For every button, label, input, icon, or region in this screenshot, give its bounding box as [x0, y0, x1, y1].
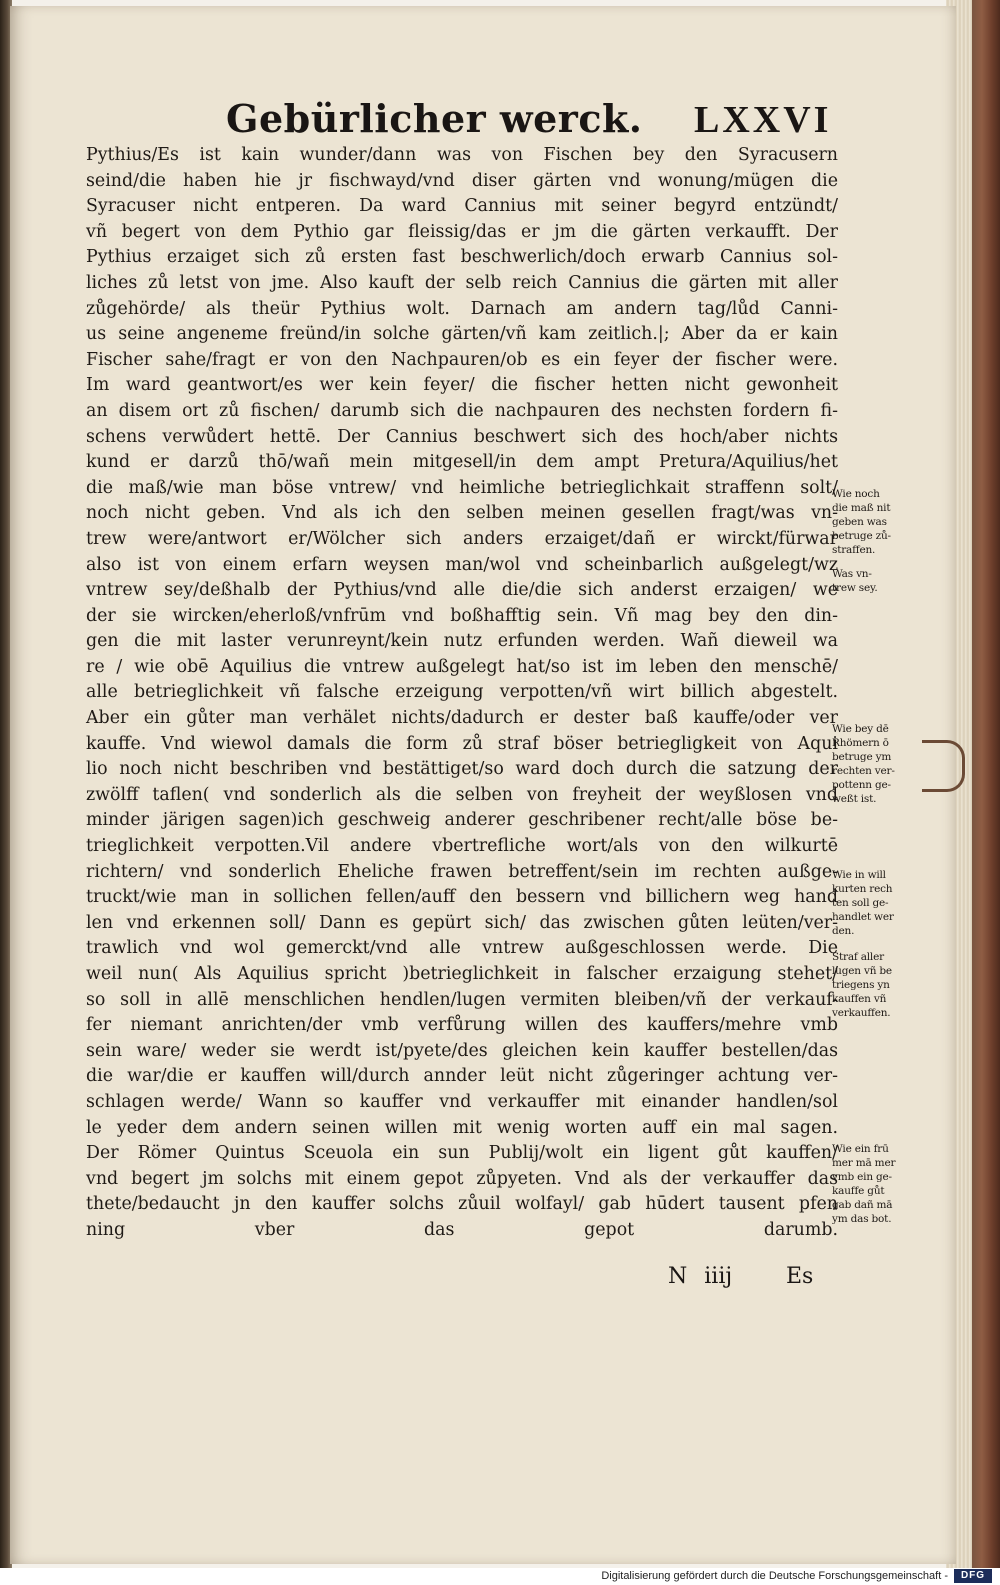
- text-line: die war/die er kauffen will/durch annder leüt nicht zůgeringer achtung ver-: [86, 1066, 838, 1087]
- margin-note-line: die maß nit: [832, 502, 891, 514]
- signature-mark: N iiij: [668, 1264, 733, 1289]
- text-line: sein ware/ weder sie werdt ist/pyete/des gleichen kein kauffer bestellen/das: [86, 1040, 838, 1061]
- text-line: schlagen werde/ Wann so kauffer vnd verkauffer mit einander handlen/sol: [86, 1091, 838, 1112]
- text-line: also ist von einem erfarn weysen man/wol vnd scheinbarlich außgelegt/wz: [86, 554, 838, 575]
- margin-note-line: Wie noch: [832, 488, 880, 500]
- text-line: schens verwůdert hettē. Der Cannius beschwert sich des hoch/aber nichts: [86, 426, 838, 447]
- folio-number: LXXVI: [694, 99, 832, 141]
- text-line: vñ begert von dem Pythio gar fleissig/das er jm die gärten verkaufft. Der: [86, 221, 838, 242]
- dfg-logo: DFG: [954, 1569, 992, 1583]
- text-line: us seine angeneme freünd/in solche gärten/vñ kam zeitlich.|; Aber da er kain: [86, 324, 838, 345]
- text-line: liches zů letst von jme. Also kauft der selb reich Cannius die gärten mit aller: [86, 272, 838, 293]
- margin-note: [832, 567, 926, 595]
- text-line: Aber ein gůter man verhälet nichts/dadurch er dester baß kauffe/oder ver: [86, 708, 838, 729]
- margin-note-line: straffen.: [832, 544, 876, 556]
- text-line: Pythius/Es ist kain wunder/dann was von Fischen bey den Syracusern: [86, 145, 838, 165]
- text-line: zůgehörde/ als theür Pythius wolt. Darnach am andern tag/lůd Canni-: [86, 298, 838, 319]
- margin-note-line: pottenn ge-: [832, 779, 891, 791]
- text-line: fer niemant anrichten/der vmb verfůrung willen des kauffers/mehre vmb: [86, 1015, 838, 1036]
- text-line: Syracuser nicht entperen. Da ward Cannius mit seiner begyrd entzündt/: [86, 196, 838, 217]
- text-line: minder järigen sagen)ich geschweig anderer geschribener recht/alle böse be-: [86, 810, 838, 831]
- margin-note-line: Rhömern ō: [832, 737, 889, 749]
- margin-note-line: mer mā mer: [832, 1157, 896, 1169]
- margin-note-line: kurten rech: [832, 883, 893, 895]
- margin-note: [832, 487, 926, 557]
- text-line: so soll in allē menschlichen hendlen/lugen vermiten bleiben/vñ der verkauf-: [86, 989, 838, 1010]
- margin-note-line: trew sey.: [832, 582, 878, 594]
- text-line: trew were/antwort er/Wölcher sich anders erzaiget/dañ er wirckt/fürwar: [86, 528, 838, 549]
- text-line: trawlich vnd wol gemerckt/vnd alle vntrew außgeschlossen werde. Die: [86, 938, 838, 959]
- text-line: len vnd erkennen soll/ Dann es gepürt sich/ das zwischen gůten leüten/ver-: [86, 912, 838, 933]
- text-line: noch nicht geben. Vnd als ich den selben meinen gesellen fragt/was vn-: [86, 503, 838, 524]
- text-line: Pythius erzaiget sich zů ersten fast beschwerlich/doch erwarb Cannius sol-: [86, 247, 838, 268]
- text-line: die maß/wie man böse vntrew/ vnd heimliche betrieglichkait straffenn solt/: [86, 477, 838, 498]
- margin-note-line: betruge zů-: [832, 530, 891, 542]
- margin-note-line: Was vn-: [832, 568, 872, 580]
- text-line: kauffe. Vnd wiewol damals die form zů straf böser betriegligkeit von Aqui: [86, 733, 838, 754]
- margin-note-line: vmb ein ge-: [832, 1171, 892, 1183]
- margin-note-line: triegens yn: [832, 979, 890, 991]
- text-line: lio noch nicht beschriben vnd bestättiget/so ward doch durch die satzung der: [86, 759, 838, 780]
- margin-note-line: Wie in will: [832, 869, 886, 881]
- book-binding: [972, 0, 1000, 1568]
- text-line: gen die mit laster verunreynt/kein nutz erfunden werden. Wañ dieweil wa: [86, 631, 838, 652]
- margin-note: [832, 722, 926, 806]
- text-line: ning vber das gepot darumb.: [86, 1219, 838, 1240]
- margin-note-line: kauffe gůt: [832, 1185, 885, 1197]
- margin-note-line: Straf aller: [832, 951, 884, 963]
- text-line: kund er darzů thō/wañ mein mitgesell/in dem ampt Pretura/Aquilius/het: [86, 452, 838, 473]
- text-line: der sie wircken/eherloß/vnfrūm vnd boßhafftig sein. Vñ mag bey den din-: [86, 605, 838, 626]
- margin-note-line: rechten ver-: [832, 765, 895, 777]
- margin-note-line: den.: [832, 925, 855, 937]
- text-line: zwölff taflen( vnd sonderlich als die selben von freyheit der weyßlosen vnd: [86, 784, 838, 805]
- margin-note-line: handlet wer: [832, 911, 894, 923]
- margin-note-line: ten soll ge-: [832, 897, 889, 909]
- margin-note-line: Wie ein frū: [832, 1143, 889, 1155]
- main-text-block: [86, 143, 838, 1244]
- margin-note-line: ym das bot.: [832, 1213, 892, 1225]
- text-line: weil nun( Als Aquilius spricht )betrieglichkeit in falscher erzaigung stehet/: [86, 964, 838, 984]
- text-line: re / wie obē Aquilius die vntrew außgelegt hat/so ist im leben den menschē/: [86, 656, 838, 677]
- text-line: an disem ort zů fischen/ darumb sich die nachpauren des nechsten fordern fi-: [86, 400, 838, 421]
- text-line: richtern/ vnd sonderlich Eheliche frawen betreffent/sein im rechten außge-: [86, 861, 838, 882]
- bookmark-ribbon: [922, 740, 965, 792]
- text-line: trieglichkeit verpotten.Vil andere vbertrefliche wort/als von den wilkurtē: [86, 836, 838, 857]
- text-line: thete/bedaucht jn den kauffer solchs zůuil wolfayl/ gab hūdert tausent pfen: [86, 1194, 838, 1215]
- text-line: truckt/wie man in sollichen fellen/auff den bessern vnd billichern weg hand: [86, 887, 838, 908]
- margin-note-line: kauffen vñ: [832, 993, 887, 1005]
- text-line: vntrew sey/deßhalb der Pythius/vnd alle die/die sich anderst erzaigen/ we: [86, 580, 838, 601]
- funding-credit: Digitalisierung gefördert durch die Deutsche Forschungsgemeinschaft -: [601, 1570, 948, 1582]
- running-title: Gebürlicher werck.: [226, 96, 643, 141]
- margin-note: [832, 950, 926, 1020]
- text-line: alle betrieglichkeit vñ falsche erzeigung verpotten/vñ wirt billich abgestelt.: [86, 682, 838, 703]
- text-line: vnd begert jm solchs mit einem gepot zůpyeten. Vnd als der verkauffer das: [86, 1168, 838, 1189]
- margin-note: [832, 868, 926, 938]
- text-line: Der Römer Quintus Sceuola ein sun Publij/wolt ein ligent gůt kauffen/: [86, 1143, 838, 1164]
- margin-note-line: gab dañ mā: [832, 1199, 893, 1211]
- text-line: seind/die haben hie jr fischwayd/vnd diser gärten vnd wonung/mügen die: [86, 170, 838, 191]
- catchword: Es: [786, 1264, 814, 1289]
- margin-note: [832, 1142, 926, 1226]
- margin-note-line: weßt ist.: [832, 793, 877, 805]
- text-line: Im ward geantwort/es wer kein feyer/ die fischer hetten nicht gewonheit: [86, 375, 838, 396]
- text-line: le yeder dem andern seinen willen mit wenig worten auff ein mal sagen.: [86, 1117, 838, 1138]
- margin-note-line: Wie bey dē: [832, 723, 889, 735]
- margin-note-line: lugen vñ be: [832, 965, 892, 977]
- margin-note-line: geben was: [832, 516, 887, 528]
- text-line: Fischer sahe/fragt er von den Nachpauren/ob es ein feyer der fischer were.: [86, 349, 838, 370]
- margin-note-line: betruge ym: [832, 751, 892, 763]
- margin-note-line: verkauffen.: [832, 1007, 891, 1019]
